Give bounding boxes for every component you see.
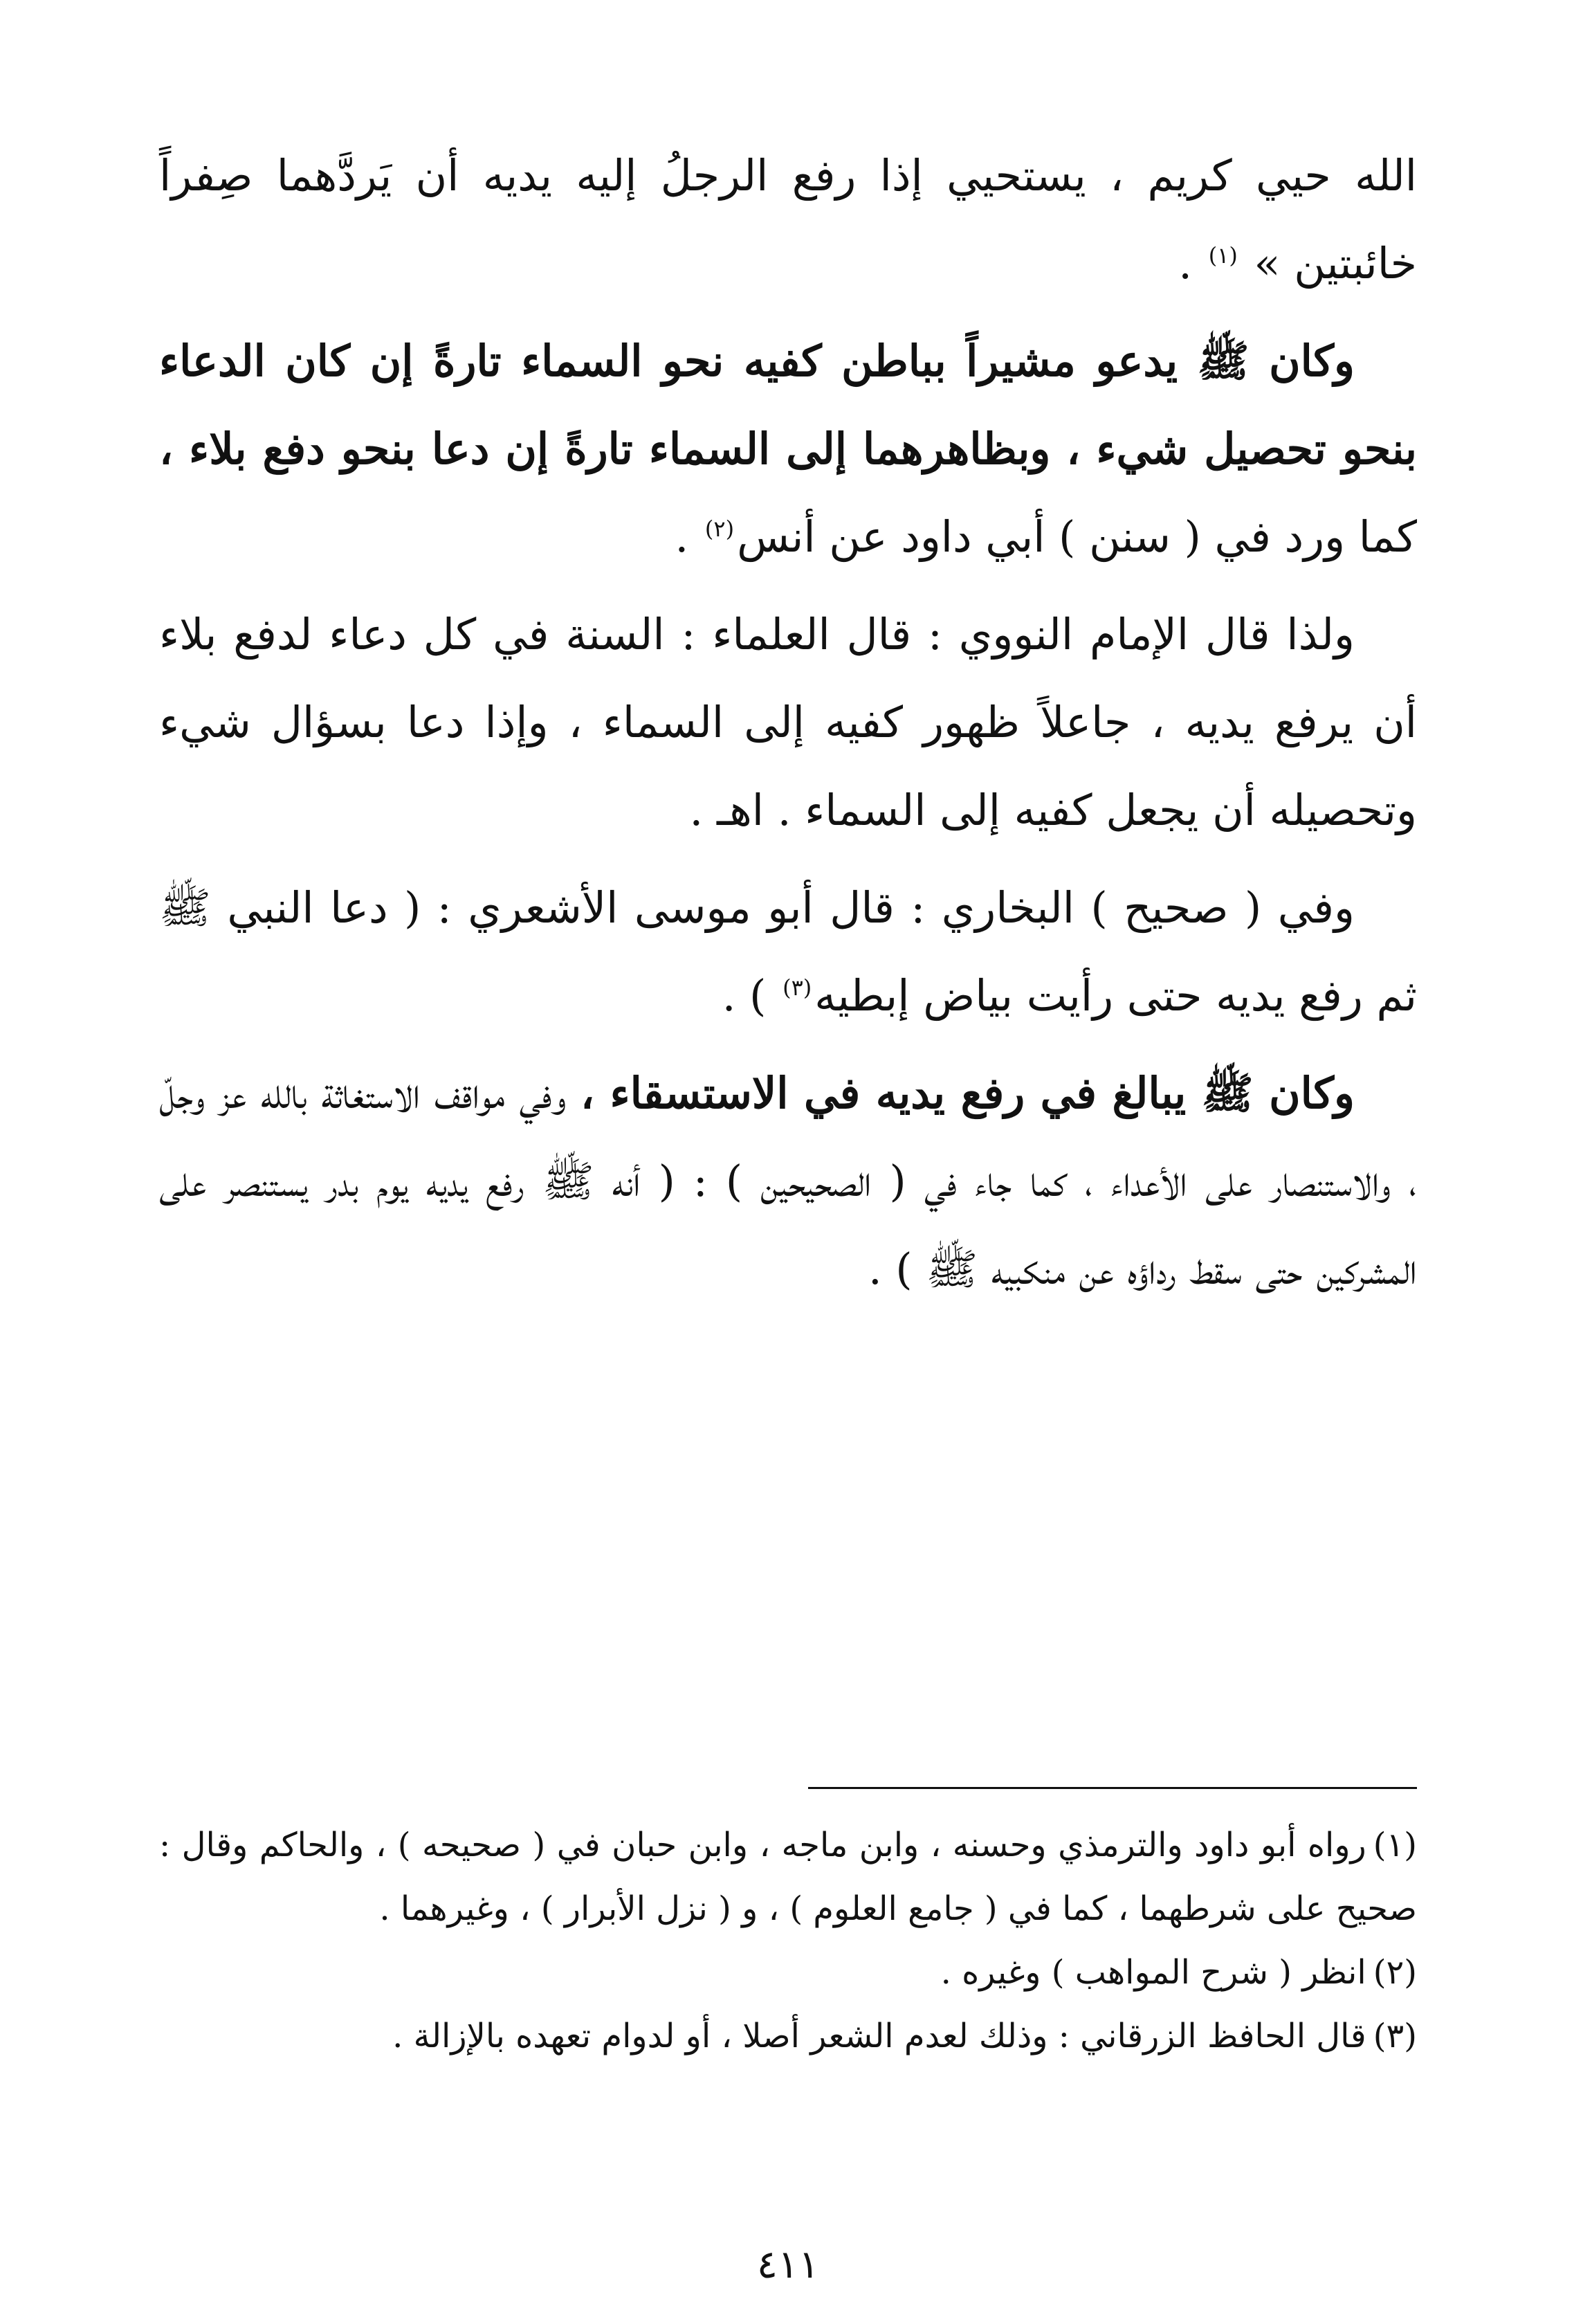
footnote-ref-2: (٢) [704, 516, 735, 543]
text-segment: ولذا قال الإمام النووي : قال العلماء : السنة في كل دعاء لدفع بلاء أن يرفع يديه ، جاعلاً ظهور كفيه إلى السماء ، وإذا دعا بسؤال شيء وتحصيله أن يجعل كفيه إلى السماء . اهـ . [159, 609, 1417, 835]
paragraph-1 [159, 131, 1417, 307]
text-segment-bold: وكان ﷺ يدعو مشيراً بباطن كفيه نحو السماء تارةً إن كان الدعاء بنحو تحصيل شيء ، وبظاهرهما إلى السماء تارةً إن دعا بنحو دفع بلاء ، [159, 336, 1417, 474]
text-segment: كما ورد في ( سنن ) أبي داود عن أنس [737, 511, 1417, 562]
footnote-2 [159, 1941, 1417, 2004]
footnotes [159, 1813, 1417, 2068]
paragraph-3 [159, 590, 1417, 854]
page-number: ٤١١ [756, 2242, 820, 2287]
text-segment: وفي ( صحيح ) البخاري : قال أبو موسى الأشعري : ( دعا النبي ﷺ ثم رفع يديه حتى رأيت بياض إبطيه [159, 882, 1417, 1021]
paragraph-5 [159, 1049, 1417, 1313]
text-segment: . [675, 511, 702, 562]
footnote-number: (٣) [1373, 2017, 1417, 2055]
footnote-1 [159, 1813, 1417, 1941]
text-segment: ) . [722, 970, 780, 1021]
footnote-text: انظر ( شرح المواهب ) وغيره . [940, 1953, 1366, 1992]
footnote-number: (٢) [1373, 1953, 1417, 1992]
footnote-number: (١) [1373, 1826, 1417, 1864]
footnote-ref-1: (١) [1208, 242, 1238, 269]
footnote-ref-3: (٣) [783, 974, 812, 1001]
text-segment: الله حيي كريم ، يستحيي إذا رفع الرجلُ إليه يديه أن يَردَّهما صِفراً خائبتين » [159, 150, 1417, 289]
footnote-text: قال الحافظ الزرقاني : وذلك لعدم الشعر أصلا ، أو لدوام تعهده بالإزالة . [392, 2017, 1366, 2055]
footnote-3 [159, 2004, 1417, 2068]
footnote-divider [808, 1787, 1417, 1789]
main-text [159, 131, 1417, 1313]
paragraph-2 [159, 317, 1417, 581]
page [159, 131, 1417, 2324]
text-segment: . [1178, 238, 1206, 289]
footnote-text: رواه أبو داود والترمذي وحسنه ، وابن ماجه ، وابن حبان في ( صحيحه ) ، والحاكم وقال : صحيح على شرطهما ، كما في ( جامع العلوم ) ، و ( نزل الأبرار ) ، وغيرهما . [159, 1826, 1417, 1928]
text-segment: وفي مواقف الاستغاثة بالله عز وجلّ ، والاستنصار على الأعداء ، كما جاء في ( الصحيحين ) : ( أنه ﷺ رفع يديه يوم بدر يستنصر على المشركين حتى سقط رداؤه عن منكبيه ﷺ ) . [159, 1068, 1417, 1294]
paragraph-4 [159, 864, 1417, 1040]
text-segment-bold: وكان ﷺ يبالغ في رفع يديه في الاستسقاء ، [580, 1068, 1355, 1118]
